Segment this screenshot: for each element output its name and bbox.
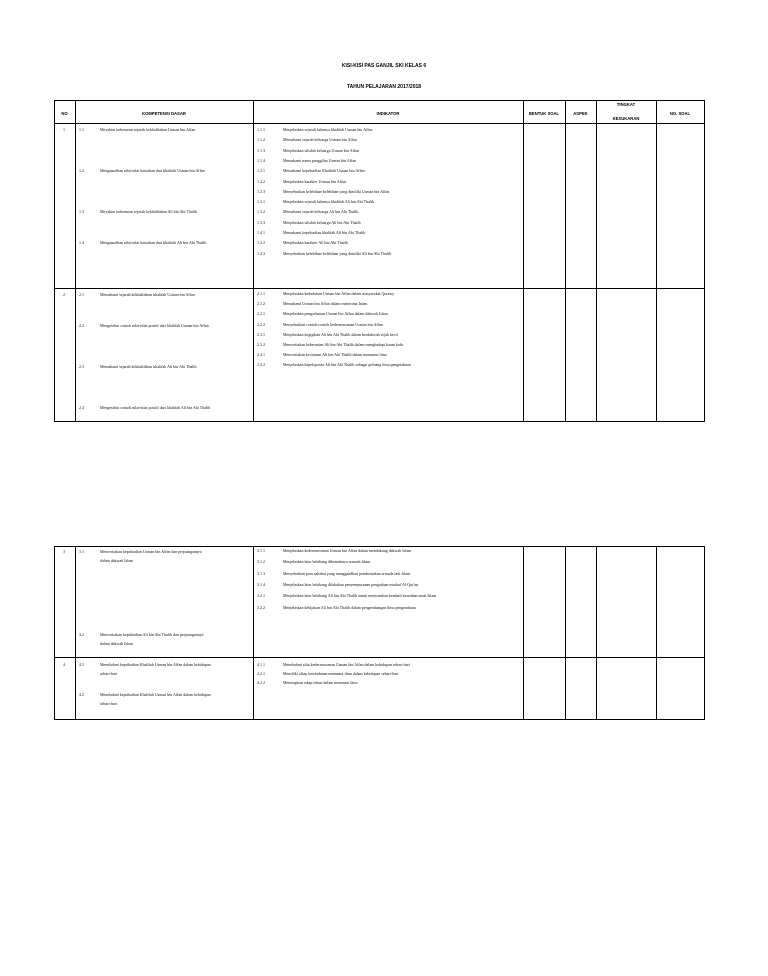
table-column-rule xyxy=(54,100,55,422)
indikator-text: Menjelaskan silsilah keluarga Usman bin Affan xyxy=(283,148,359,153)
header-bentuk-soal: BENTUK SOAL xyxy=(528,111,560,116)
kd-code: 2.2 xyxy=(79,323,84,328)
row-number: 4 xyxy=(63,662,65,667)
table-column-rule xyxy=(656,546,657,720)
indikator-code: 2.4.1 xyxy=(257,352,265,357)
indikator-text: Menjelaskan latar belakang Ali bin Abi Thalib untuk menyatukan kembali keutuhan umat Islam xyxy=(283,593,437,598)
kd-text: Mengamalkan nilai-nilai keutaban dari khalifah Ali bin Abi Thalib xyxy=(100,240,207,245)
kd-code: 3.2 xyxy=(79,632,84,637)
table-column-rule xyxy=(523,100,524,422)
indikator-text: Menceritakan kecintaan Ali bin Abi Thalib dalam menuntut ilmu xyxy=(283,352,387,357)
indikator-code: 2.2.2 xyxy=(257,322,265,327)
indikator-code: 4.2.2 xyxy=(257,680,265,685)
indikator-text: Memahami Usman bin Affan dalam menerima Islam xyxy=(283,301,368,306)
indikator-code: 3.1.2 xyxy=(257,559,265,564)
indikator-text: Menjelaskan kedudukan Usman bin Affan dalam masyarakat Quraisy xyxy=(283,291,395,296)
table-rule xyxy=(54,100,705,101)
kd-code: 1.3 xyxy=(79,209,84,214)
table-rule xyxy=(54,719,705,720)
kd-text: Menceritakan kepribadian Usman bin Affan dan perjuangannya xyxy=(100,549,202,554)
kd-text: Mengamalkan nilai-nilai keutaban dari khalifah Usman bin Affan xyxy=(100,168,205,173)
indikator-text: Menjelaskan kepeloporan Ali bin Abi Thalib sebagai gerbang ilmu pengetahuan xyxy=(283,362,411,367)
header-aspek: ASPEK xyxy=(573,111,588,116)
table-rule xyxy=(54,123,705,124)
indikator-text: Meneladani sifat kedermawanan Usman bin Affan dalam kehidupan sehari-hari xyxy=(283,662,410,667)
indikator-code: 1.2.1 xyxy=(257,168,265,173)
indikator-code: 2.1.1 xyxy=(257,291,265,296)
kd-text: dalam dakwah Islam xyxy=(100,558,134,563)
indikator-code: 4.2.1 xyxy=(257,671,265,676)
indikator-text: Menyebutkan contoh-contoh kedermawanan Usman bin Affan xyxy=(283,322,383,327)
indikator-code: 1.1.2 xyxy=(257,137,265,142)
indikator-code: 1.4.1 xyxy=(257,230,265,235)
indikator-code: 1.2.2 xyxy=(257,179,265,184)
table-column-rule xyxy=(656,100,657,422)
table-column-rule xyxy=(565,100,566,422)
table-column-rule xyxy=(704,100,705,422)
indikator-code: 2.2.1 xyxy=(257,311,265,316)
indikator-text: Memahami kepribadian Khalifah Usman bin Affan xyxy=(283,168,365,173)
kd-text: Mengetahui contoh nilai-nilai positif dari khalifah Ali bin Abi Thalib xyxy=(100,405,211,410)
indikator-code: 2.4.2 xyxy=(257,362,265,367)
indikator-code: 1.3.3 xyxy=(257,220,265,225)
kd-text: Menceritakan kepribadian Ali bin Abi Thalib dan perjuangannya xyxy=(100,632,204,637)
document-title: KISI-KISI PAS GANJIL SKI KELAS 6 xyxy=(341,63,427,69)
indikator-code: 3.2.2 xyxy=(257,605,265,610)
header-no-soal: NO. SOAL xyxy=(669,111,691,116)
row-number: 1 xyxy=(63,127,65,132)
indikator-code: 1.1.1 xyxy=(257,127,265,132)
header-tingkat: TINGKAT xyxy=(616,102,636,107)
kd-code: 2.3 xyxy=(79,364,84,369)
table-column-rule xyxy=(596,100,597,422)
indikator-text: Memahami sejarah keluarga Usman bin Affan xyxy=(283,137,357,142)
kd-text: sehari-hari xyxy=(100,671,118,676)
table-column-rule xyxy=(75,546,76,720)
kd-text: Memahami sejarah kekhalifahan khalifah Usman bin Affan xyxy=(100,292,195,297)
kd-code: 1.2 xyxy=(79,168,84,173)
kd-code: 2.4 xyxy=(79,405,84,410)
kd-code: 3.1 xyxy=(79,549,84,554)
table-rule xyxy=(54,657,705,658)
indikator-text: Menjelaskan kegigihan Ali bin Abi Thalib dalam berdakwah sejak kecil xyxy=(283,332,398,337)
table-rule xyxy=(54,421,705,422)
indikator-text: Menyebutkan kelebihan-kelebihan yang dimiliki Ali bin Abi Thalib xyxy=(283,251,392,256)
indikator-text: Menjelaskan kebijakan Ali bin Abi Thalib dalam pengembangan ilmu pengetahuan xyxy=(283,605,416,610)
indikator-code: 2.1.2 xyxy=(257,301,265,306)
table-column-rule xyxy=(253,546,254,720)
indikator-text: Menjelaskan sejarah lahirnya khalifah Ali bin Abi Thalib xyxy=(283,199,375,204)
table-column-rule xyxy=(253,100,254,422)
indikator-text: Menjelaskan latar belakang dibentuknya armada Islam xyxy=(283,559,371,564)
table-column-rule xyxy=(75,100,76,422)
indikator-text: Menjelaskan pengorbanan Usman bin Affan dalam dakwah Islam xyxy=(283,311,388,316)
indikator-code: 1.3.2 xyxy=(257,209,265,214)
indikator-text: Menjelaskan sejarah lahirnya khalifah Usman bin Affan xyxy=(283,127,373,132)
header-indikator: INDIKATOR xyxy=(376,111,400,116)
kd-text: Meneladani kepribadian Khalifah Usman bin Affan dalam kehidupan xyxy=(100,692,211,697)
indikator-code: 1.4.2 xyxy=(257,240,265,245)
indikator-text: Memahami nama panggilan Usman bin Affan xyxy=(283,158,357,163)
indikator-text: Memahami kepribadian khalifah Ali bin Abi Thalib xyxy=(283,230,366,235)
row-number: 3 xyxy=(63,549,65,554)
header-kompetensi-dasar: KOMPETENSI DASAR xyxy=(142,111,186,116)
indikator-text: Menjelaskan karakter Usman bin Affan xyxy=(283,179,347,184)
header-no: NO xyxy=(61,111,68,116)
indikator-code: 1.1.3 xyxy=(257,148,265,153)
indikator-text: Memiliki sikap keteladanan menuntut ilmu dalam kehidupan sehari-hari xyxy=(283,671,399,676)
indikator-code: 1.1.4 xyxy=(257,158,265,163)
table-column-rule xyxy=(54,546,55,720)
kd-text: Meneladani kepribadian Khalifah Usman bin Affan dalam kehidupan xyxy=(100,662,211,667)
indikator-code: 4.1.1 xyxy=(257,662,265,667)
kd-text: Memahami sejarah kekhalifahan khalifah Ali bin Abi Thalib xyxy=(100,364,197,369)
indikator-code: 3.1.1 xyxy=(257,548,265,553)
table-column-rule xyxy=(704,546,705,720)
indikator-code: 1.4.3 xyxy=(257,251,265,256)
document-year: TAHUN PELAJARAN 2017/2018 xyxy=(346,84,422,90)
indikator-code: 3.1.4 xyxy=(257,582,265,587)
indikator-text: Memahami sejarah keluarga Ali bin Abi Thalib xyxy=(283,209,359,214)
indikator-code: 1.2.3 xyxy=(257,189,265,194)
indikator-text: Menjelaskan latar belakang dilakukan penyempurnaan pengadaan mushaf Al-Qur'an xyxy=(283,582,419,587)
indikator-text: Menerapkan sikap tekun dalam menuntut ilmu xyxy=(283,680,358,685)
indikator-text: Menyebutkan para sahabat yang menggandkan pembentukan armada laut Islam xyxy=(283,571,411,576)
kd-text: dalam dakwah Islam xyxy=(100,641,134,646)
indikator-code: 3.2.1 xyxy=(257,593,265,598)
header-kesukaran: KESUKARAN xyxy=(612,116,640,121)
kd-code: 1.4 xyxy=(79,240,84,245)
indikator-text: Menceritakan keberanian Ali bin Abi Thalib dalam menghadapi kaum kafir xyxy=(283,342,404,347)
table-column-rule xyxy=(523,546,524,720)
indikator-text: Menyebutkan kelebihan-kelebihan yang dimiliki Usman bin Affan xyxy=(283,189,390,194)
kd-code: 4.2 xyxy=(79,692,84,697)
indikator-text: Menjelaskan silsilah keluarga Ali bin Abi Thalib xyxy=(283,220,361,225)
row-number: 2 xyxy=(63,292,65,297)
table-rule xyxy=(54,288,705,289)
indikator-code: 2.3.1 xyxy=(257,332,265,337)
kd-text: Meyakini kebenaran sejarah kekhalifahan Ali bin Abi Thalib xyxy=(100,209,197,214)
kd-code: 2.1 xyxy=(79,292,84,297)
kd-text: Mengetahui contoh nilai-nilai positif dari khalifah Usman bin Affan xyxy=(100,323,209,328)
table-column-rule xyxy=(565,546,566,720)
indikator-code: 2.3.2 xyxy=(257,342,265,347)
indikator-code: 3.1.3 xyxy=(257,571,265,576)
indikator-text: Menjelaskan kedermawanan Usman bin Affan dalam mendukung dakwah Islam xyxy=(283,548,412,553)
kd-text: sehari-hari xyxy=(100,701,118,706)
indikator-text: Menjelaskan karakter Ali bin Abi Thalib xyxy=(283,240,348,245)
table-column-rule xyxy=(596,546,597,720)
kd-code: 4.1 xyxy=(79,662,84,667)
kd-code: 1.1 xyxy=(79,127,84,132)
kd-text: Meyakini kebenaran sejarah kekhalifahan Usman bin Affan xyxy=(100,127,196,132)
indikator-code: 1.3.1 xyxy=(257,199,265,204)
